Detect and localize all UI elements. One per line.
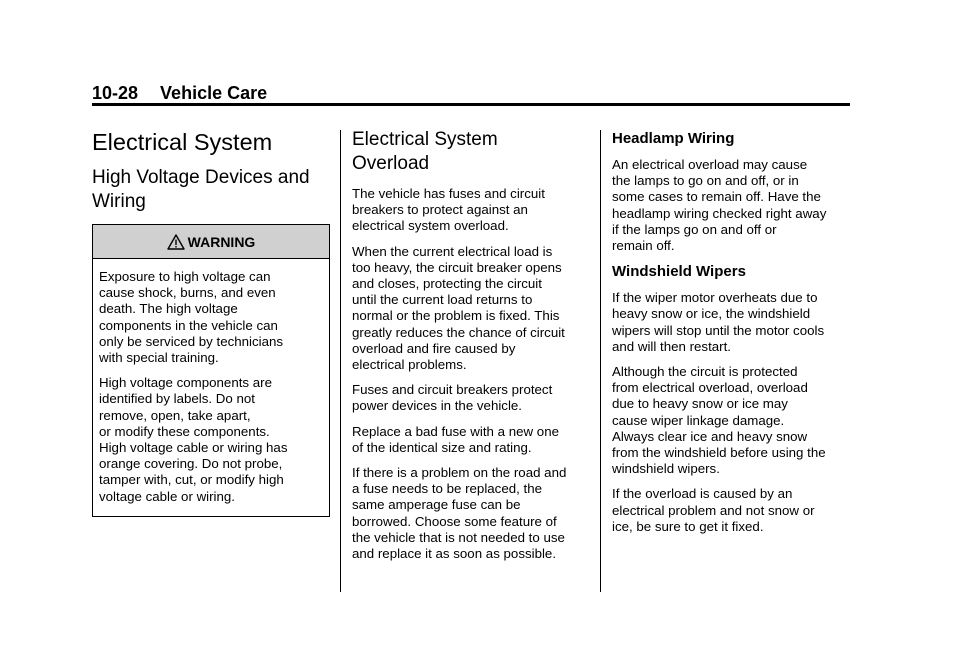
subsection-heading-headlamp-wiring: Headlamp Wiring [612, 130, 735, 147]
paragraph: If the overload is caused by an electrical problem and not snow or ice, be sure to get it fixed. [612, 486, 815, 534]
warning-triangle-icon [167, 234, 185, 250]
page-number: 10-28 [92, 83, 139, 103]
paragraph: If there is a problem on the road and a fuse needs to be replaced, the same amperage fuse can be borrowed. Choose some feature of the vehicle that is not needed to use and replace it as soon as possible. [352, 465, 567, 562]
subsection-heading-windshield-wipers: Windshield Wipers [612, 263, 746, 281]
warning-box [92, 224, 330, 517]
paragraph: Replace a bad fuse with a new one of the identical size and rating. [352, 423, 559, 455]
page-header [92, 82, 267, 104]
paragraph: The vehicle has fuses and circuit breakers to protect against an electrical system overload. [352, 186, 545, 234]
warning-label: WARNING [187, 233, 256, 250]
column-3 [612, 126, 852, 544]
warning-body [93, 259, 329, 516]
warning-paragraph: Exposure to high voltage can cause shock, burns, and even death. The high voltage components in the vehicle can only be serviced by technicians with special training. [99, 269, 284, 366]
column-divider-1 [340, 130, 341, 592]
section-heading-overload: Electrical System Overload [352, 129, 498, 174]
paragraph: An electrical overload may cause the lamps to go on and off, or in some cases to remain off. Have the headlamp wiring checked right away if the lamps go on and off or remain off. [612, 157, 827, 254]
column-2 [352, 126, 590, 571]
section-title: Vehicle Care [160, 83, 268, 103]
paragraph: If the wiper motor overheats due to heavy snow or ice, the windshield wipers will stop until the motor cools and will then restart. [612, 290, 825, 354]
paragraph: Although the circuit is protected from electrical overload, overload due to heavy snow or ice may cause wiper linkage damage. Always clear ice and heavy snow from the windshield before using the windshield wipers. [612, 364, 826, 477]
warning-header [93, 225, 329, 259]
paragraph: Fuses and circuit breakers protect power devices in the vehicle. [352, 382, 553, 414]
column-divider-2 [600, 130, 601, 592]
subsection-heading-high-voltage: High Voltage Devices and Wiring [92, 167, 310, 212]
paragraph: When the current electrical load is too heavy, the circuit breaker opens and closes, protecting the circuit until the current load returns to normal or the problem is fixed. This greatly reduces the chance of circuit overload and fire caused by electrical problems. [352, 243, 565, 373]
warning-paragraph: High voltage components are identified by labels. Do not remove, open, take apart, or modify these components. High voltage cable or wiring has orange covering. Do not probe, tamper with, cut, or modify high voltage cable or wiring. [99, 375, 288, 504]
column-1 [92, 126, 330, 517]
header-rule [92, 103, 850, 106]
section-heading-electrical-system: Electrical System [92, 129, 273, 155]
